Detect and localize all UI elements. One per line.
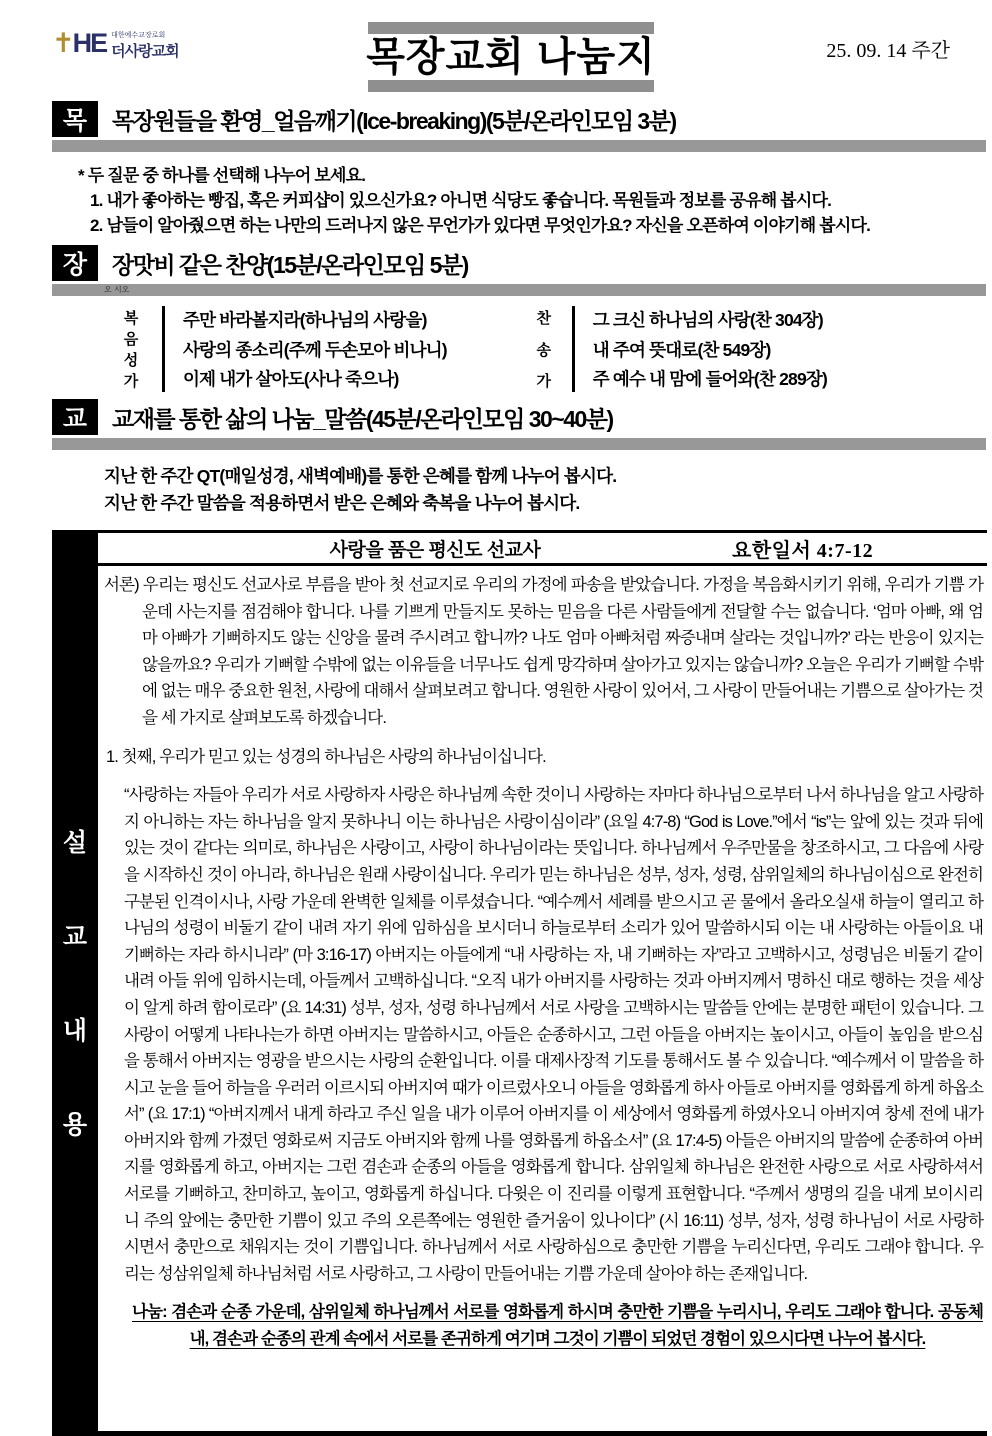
song-item: 사랑의 종소리(주께 두손모아 비나니) <box>183 339 447 360</box>
qt-sharing-line: 지난 한 주간 QT(매일성경, 새벽예배)를 통한 은혜를 함께 나누어 봅시다. <box>104 466 617 486</box>
sermon-main-paragraph: “사랑하는 자들아 우리가 서로 사랑하자 사랑은 하나님께 속한 것이니 사랑하는 자마다 하나님으로부터 나서 하나님을 알고 사랑하지 아니하는 자는 하나님을 알지 못하나니 이는 하나님은 사랑이심이라” (요일 4:7-8) “God is Love.”에서 “is”는 앞에 있는 것과 뒤에 있는 것이 같다는 의미로, 하나님은 사랑이고, 사랑이 하나님이라는 뜻입니다. 하나님께서 우주만물을 창조하시고, 그 다음에 사랑을 시작하신 것이 아니라, 하나님은 원래 사랑이십니다. 우리가 믿는 하나님은 성부, 성자, 성령, 삼위일체의 하나님이심으로 완전히 구분된 인격이시나, 사랑 가운데 완벽한 일체를 이루셨습니다. “예수께서 세례를 받으시고 곧 물에서 올라오실새 하늘이 열리고 하나님의 성령이 비둘기 같이 내려 자기 위에 임하심을 보시더니 하늘로부터 소리가 있어 말씀하시되 이는 내 사랑하는 아들이요 내 기뻐하는 자라 하시니라” (마 3:16-17) 아버지는 아들에게 “내 사랑하는 자, 내 기뻐하는 자”라고 고백하시고, 성령님은 비둘기 같이 내려 아들 위에 임하시는데, 아들께서 고백하십니다. “오직 내가 아버지를 사랑하는 것과 아버지께서 명하신 대로 행하는 것을 세상이 알게 하려 함이로라” (요 14:31) 성부, 성자, 성령 하나님께서 서로 사랑을 고백하시는 말씀들 안에는 분명한 패턴이 있습니다. 그 사랑이 어떻게 나타나는가 하면 아버지는 말씀하시고, 아들은 순종하시고, 그런 아들을 아버지는 높이시고, 아들이 높임을 받으심을 통해서 아버지는 영광을 받으시는 사랑의 순환입니다. 이를 대제사장적 기도를 통해서도 볼 수 있습니다. “예수께서 이 말씀을 하시고 눈을 들어 하늘을 우러러 이르시되 아버지여 때가 이르렀사오니 아들을 영화롭게 하사 아들로 아버지를 영화롭게 하게 하옵소서” (요 17:1) “아버지께서 내게 하라고 주신 일을 내가 이루어 아버지를 이 세상에서 영화롭게 하였사오니 아버지여 창세 전에 내가 아버지와 함께 가졌던 영화로써 지금도 아버지와 함께 나를 영화롭게 하옵소서” (요 17:4-5) 아들은 아버지의 말씀에 순종하여 아버지를 영화롭게 하고, 아버지는 그런 겸손과 순종의 아들을 영화롭게 합니다. 삼위일체 하나님은 완전한 사랑으로 서로 사랑하셔서 서로를 기뻐하고, 찬미하고, 높이고, 영화롭게 하십니다. 다윗은 이 진리를 이렇게 표현합니다. “주께서 생명의 길을 내게 보이시리니 주의 앞에는 충만한 기쁨이 있고 주의 오른쪽에는 영원한 즐거움이 있나이다” (시 16:11) 성부, 성자, 성령 하나님이 서로 사랑하시면서 충만으로 채워지는 것이 기쁨입니다. 하나님께서 서로 사랑하심으로 충만한 기쁨을 누리신다면, 우리도 그래야 합니다. 우리는 성삼위일체 하나님처럼 서로 사랑하고, 그 사랑이 만들어내는 기쁨 가운데 살아야 하는 존재입니다. <box>124 786 983 1283</box>
song-table <box>100 306 942 392</box>
page-title: 목장교회 나눔지 <box>366 35 656 79</box>
label-char: 복 <box>123 310 139 327</box>
section-badge-mok: 목 <box>52 101 98 137</box>
welcome-questions <box>78 163 986 238</box>
graybar-tiny-note: 오 시오 <box>104 285 130 294</box>
label-char: 가 <box>536 373 551 390</box>
sermon-sidebar <box>52 533 98 1431</box>
gospel-song-list <box>165 306 516 392</box>
hymn-label <box>516 306 572 392</box>
sermon-title-row <box>98 533 987 566</box>
section-praise-header <box>52 244 986 282</box>
section-word-title: 교재를 통한 삶의 나눔_말씀(45분/온라인모임 30~40분) <box>112 405 613 432</box>
welcome-question-2: 2. 남들이 알아줬으면 하는 나만의 드러나지 않은 무언가가 있다면 무엇인가요? 자신을 오픈하여 이야기해 봅시다. <box>90 216 871 235</box>
sermon-scripture-ref: 요한일서 4:7-12 <box>732 539 874 562</box>
sermon-sharing-prompt: 나눔: 겸손과 순종 가운데, 삼위일체 하나님께서 서로를 영화롭게 하시며 충만한 기쁨을 누리시니, 우리도 그래야 합니다. 공동체 내, 겸손과 순종의 관계 속에서 서로를 존귀하게 여기며 그것이 기쁨이 되었던 경험이 있으시다면 나누어 봅시다. <box>132 1303 983 1349</box>
sermon-body <box>98 566 987 1353</box>
sidebar-char: 용 <box>62 1111 88 1139</box>
label-char: 가 <box>123 373 139 390</box>
church-logo-mark-icon: ✝HE <box>52 28 107 58</box>
section-badge-jang: 장 <box>52 245 98 281</box>
section-welcome-title: 목장원들을 환영_얼음깨기(Ice-breaking)(5분/온라인모임 3분) <box>112 107 676 134</box>
week-date-label: 25. 09. 14 주간 <box>826 40 950 62</box>
church-logo <box>52 22 257 61</box>
document-title-block <box>257 22 765 92</box>
song-item: 이제 내가 살아도(사나 죽으나) <box>183 369 399 389</box>
welcome-question-1: 1. 내가 좋아하는 빵집, 혹은 커피샵이 있으신가요? 아니면 식당도 좋습니다. 목원들과 정보를 공유해 봅시다. <box>90 191 832 210</box>
song-item: 내 주여 뜻대로(찬 549장) <box>592 339 771 360</box>
section-praise-title: 장맛비 같은 찬양(15분/온라인모임 5분) <box>112 251 468 278</box>
sermon-content-box <box>52 530 987 1436</box>
section-word-header <box>52 398 986 436</box>
sermon-point-1-heading: 1. 첫째, 우리가 믿고 있는 성경의 하나님은 사랑의 하나님이십니다. <box>106 747 546 766</box>
sidebar-char: 내 <box>62 1017 88 1045</box>
sidebar-char: 설 <box>62 829 88 857</box>
sermon-main <box>98 533 987 1431</box>
gospel-song-label <box>100 306 162 392</box>
label-char: 송 <box>536 341 551 359</box>
song-item: 주만 바라볼지라(하나님의 사랑을) <box>183 310 427 330</box>
word-sharing-guides <box>104 463 986 517</box>
denomination-label: 대한예수교장로회 <box>111 32 166 39</box>
label-char: 성 <box>123 352 139 369</box>
song-item: 그 크신 하나님의 사랑(찬 304장) <box>592 310 823 330</box>
sidebar-char: 교 <box>62 923 88 951</box>
title-bottom-bar <box>368 80 654 92</box>
church-name-label: 더사랑교회 <box>111 43 179 60</box>
sermon-intro-paragraph: 서론) 우리는 평신도 선교사로 부름을 받아 첫 선교지로 우리의 가정에 파송을 받았습니다. 가정을 복음화시키기 위해, 우리가 기쁨 가운데 사는지를 점검해야 합니다. 나를 기쁘게 만들지도 못하는 믿음을 다른 사람들에게 전달할 수는 없습니다. ‘엄마 아빠, 왜 엄마 아빠가 기뻐하지도 않는 신앙을 물려 주시려고 합니까? 나도 엄마 아빠처럼 짜증내며 살라는 것입니까?’ 라는 반응이 있지는 않을까요? 우리가 기뻐할 수밖에 없는 이유들을 너무나도 쉽게 망각하며 살아가고 있지는 않습니까? 오늘은 우리가 기뻐할 수밖에 없는 매우 중요한 원천, 사랑에 대해서 살펴보려고 합니다. 영원한 사랑이 있어서, 그 사랑이 만들어내는 기쁨으로 살아가는 것을 세 가지로 살펴보도록 하겠습니다. <box>104 576 983 727</box>
label-char: 음 <box>123 331 139 348</box>
title-top-bar <box>368 22 654 34</box>
section-praise-divider <box>52 284 986 296</box>
blessing-sharing-line: 지난 한 주간 말씀을 적용하면서 받은 은혜와 축복을 나누어 봅시다. <box>104 493 580 513</box>
label-char: 찬 <box>536 310 551 327</box>
section-welcome-header <box>52 100 986 138</box>
welcome-instruction: * 두 질문 중 하나를 선택해 나누어 보세요. <box>78 166 366 185</box>
section-badge-gyo: 교 <box>52 399 98 435</box>
sermon-title: 사랑을 품은 평신도 선교사 <box>329 539 541 561</box>
page-header <box>0 0 992 94</box>
hymn-list <box>575 306 942 392</box>
section-word-divider <box>52 438 986 450</box>
song-item: 주 예수 내 맘에 들어와(찬 289장) <box>592 369 828 389</box>
section-welcome-divider <box>52 140 986 152</box>
